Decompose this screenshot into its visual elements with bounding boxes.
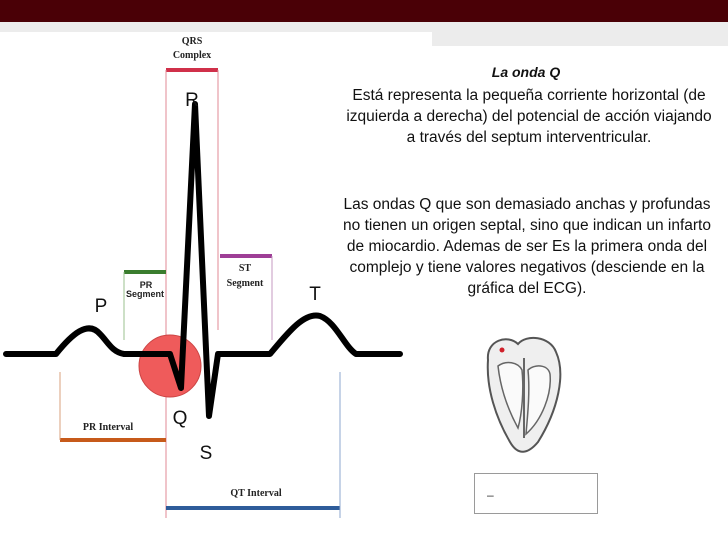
- s-wave-label: S: [199, 443, 213, 464]
- qrs-label-line2: Complex: [172, 50, 212, 61]
- qrs-label-line1: QRS: [181, 36, 203, 47]
- paragraph-septum: Está representa la pequeña corriente horizontal (de izquierda a derecha) del potencial de acción viajando a través del septum interventricular.: [346, 87, 712, 146]
- q-wave-highlight: [139, 335, 201, 397]
- p-wave-label: P: [94, 296, 108, 317]
- pr-segment-label-line2: Segment: [125, 289, 165, 299]
- section-title: La onda Q: [491, 64, 561, 80]
- figure-caption-box: [474, 473, 598, 514]
- t-wave-label: T: [309, 284, 321, 305]
- qt-interval-label: QT Interval: [230, 488, 282, 499]
- pr-segment-label-line1: PR: [139, 280, 153, 290]
- r-wave-label: R: [185, 90, 199, 111]
- septum-impulse-dot: [500, 348, 505, 353]
- st-segment-label-line1: ST: [238, 263, 252, 274]
- st-segment-label-line2: Segment: [226, 278, 264, 289]
- heart-diagram: [478, 330, 568, 460]
- figure-caption: –: [487, 488, 494, 502]
- paragraph-infarct: Las ondas Q que son demasiado anchas y profundas no tienen un origen septal, sino que indican un infarto de miocardio. Ademas de ser Es la primera onda del complejo y tiene valores negativos (desciende en la gráfica del ECG).: [343, 196, 711, 297]
- pr-interval-label: PR Interval: [82, 422, 134, 433]
- q-wave-label: Q: [172, 408, 188, 429]
